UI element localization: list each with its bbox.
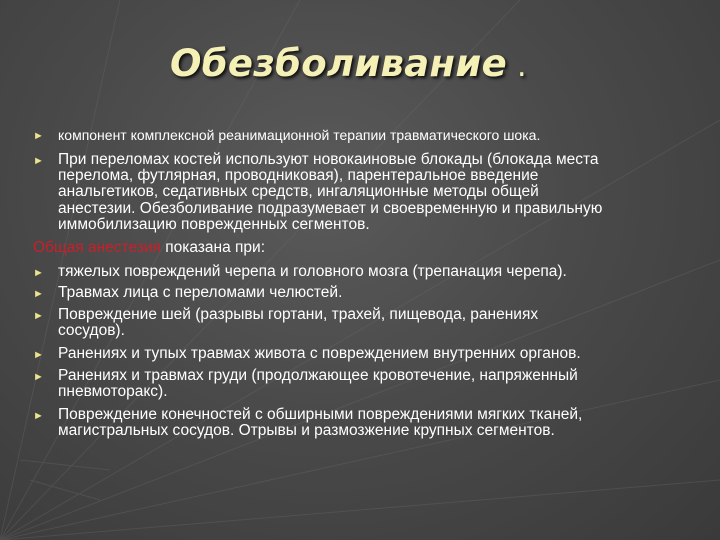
list-item: Травмах лица с переломами челюстей. <box>58 284 343 301</box>
slide-title: Обезболивание <box>170 42 508 85</box>
bullet-arrow-icon: ► <box>33 267 44 279</box>
list-item: Повреждение шей (разрывы гортани, трахей, пищевода, ранениях <box>58 306 539 323</box>
title-block <box>170 42 590 92</box>
bullet-arrow-icon: ► <box>33 288 44 300</box>
paragraph-line: При переломах костей используют новокаиновые блокады (блокада места <box>58 151 599 168</box>
list-item: пневмоторакс). <box>58 383 168 400</box>
paragraph-line: иммобилизацию поврежденных сегментов. <box>58 216 370 233</box>
paragraph-line: анальгетиков, седативных средств, ингаляционные методы общей <box>58 183 539 200</box>
bullet-arrow-icon: ► <box>33 371 44 383</box>
bullet-arrow-icon: ► <box>33 310 44 322</box>
bullet-arrow-icon: ► <box>33 349 44 361</box>
list-item: Повреждение конечностей с обширными повреждениями мягких тканей, <box>58 406 583 423</box>
bullet-arrow-icon: ► <box>33 130 44 142</box>
list-item: тяжелых повреждений черепа и головного мозга (трепанация черепа). <box>58 263 567 280</box>
list-item: магистральных сосудов. Отрывы и размозжение крупных сегментов. <box>58 422 555 439</box>
paragraph-line: анестезии. Обезболивание подразумевает и своевременную и правильную <box>58 200 603 217</box>
anesthesia-term: Общая анестезия <box>33 239 161 256</box>
paragraph-line: перелома, футлярная, проводниковая), парентеральное введение <box>58 167 539 184</box>
anesthesia-line <box>33 240 265 256</box>
bullet-arrow-icon: ► <box>33 410 44 422</box>
list-item: Ранениях и травмах груди (продолжающее кровотечение, напряженный <box>58 367 578 384</box>
paragraph-line: компонент комплексной реанимационной терапии травматического шока. <box>58 127 541 143</box>
bullet-arrow-icon: ► <box>33 155 44 167</box>
anesthesia-rest: показана при: <box>160 239 266 256</box>
list-item: сосудов). <box>58 322 125 339</box>
list-item: Ранениях и тупых травмах живота с повреждением внутренних органов. <box>58 345 581 362</box>
slide-title-dot: . <box>517 49 527 84</box>
